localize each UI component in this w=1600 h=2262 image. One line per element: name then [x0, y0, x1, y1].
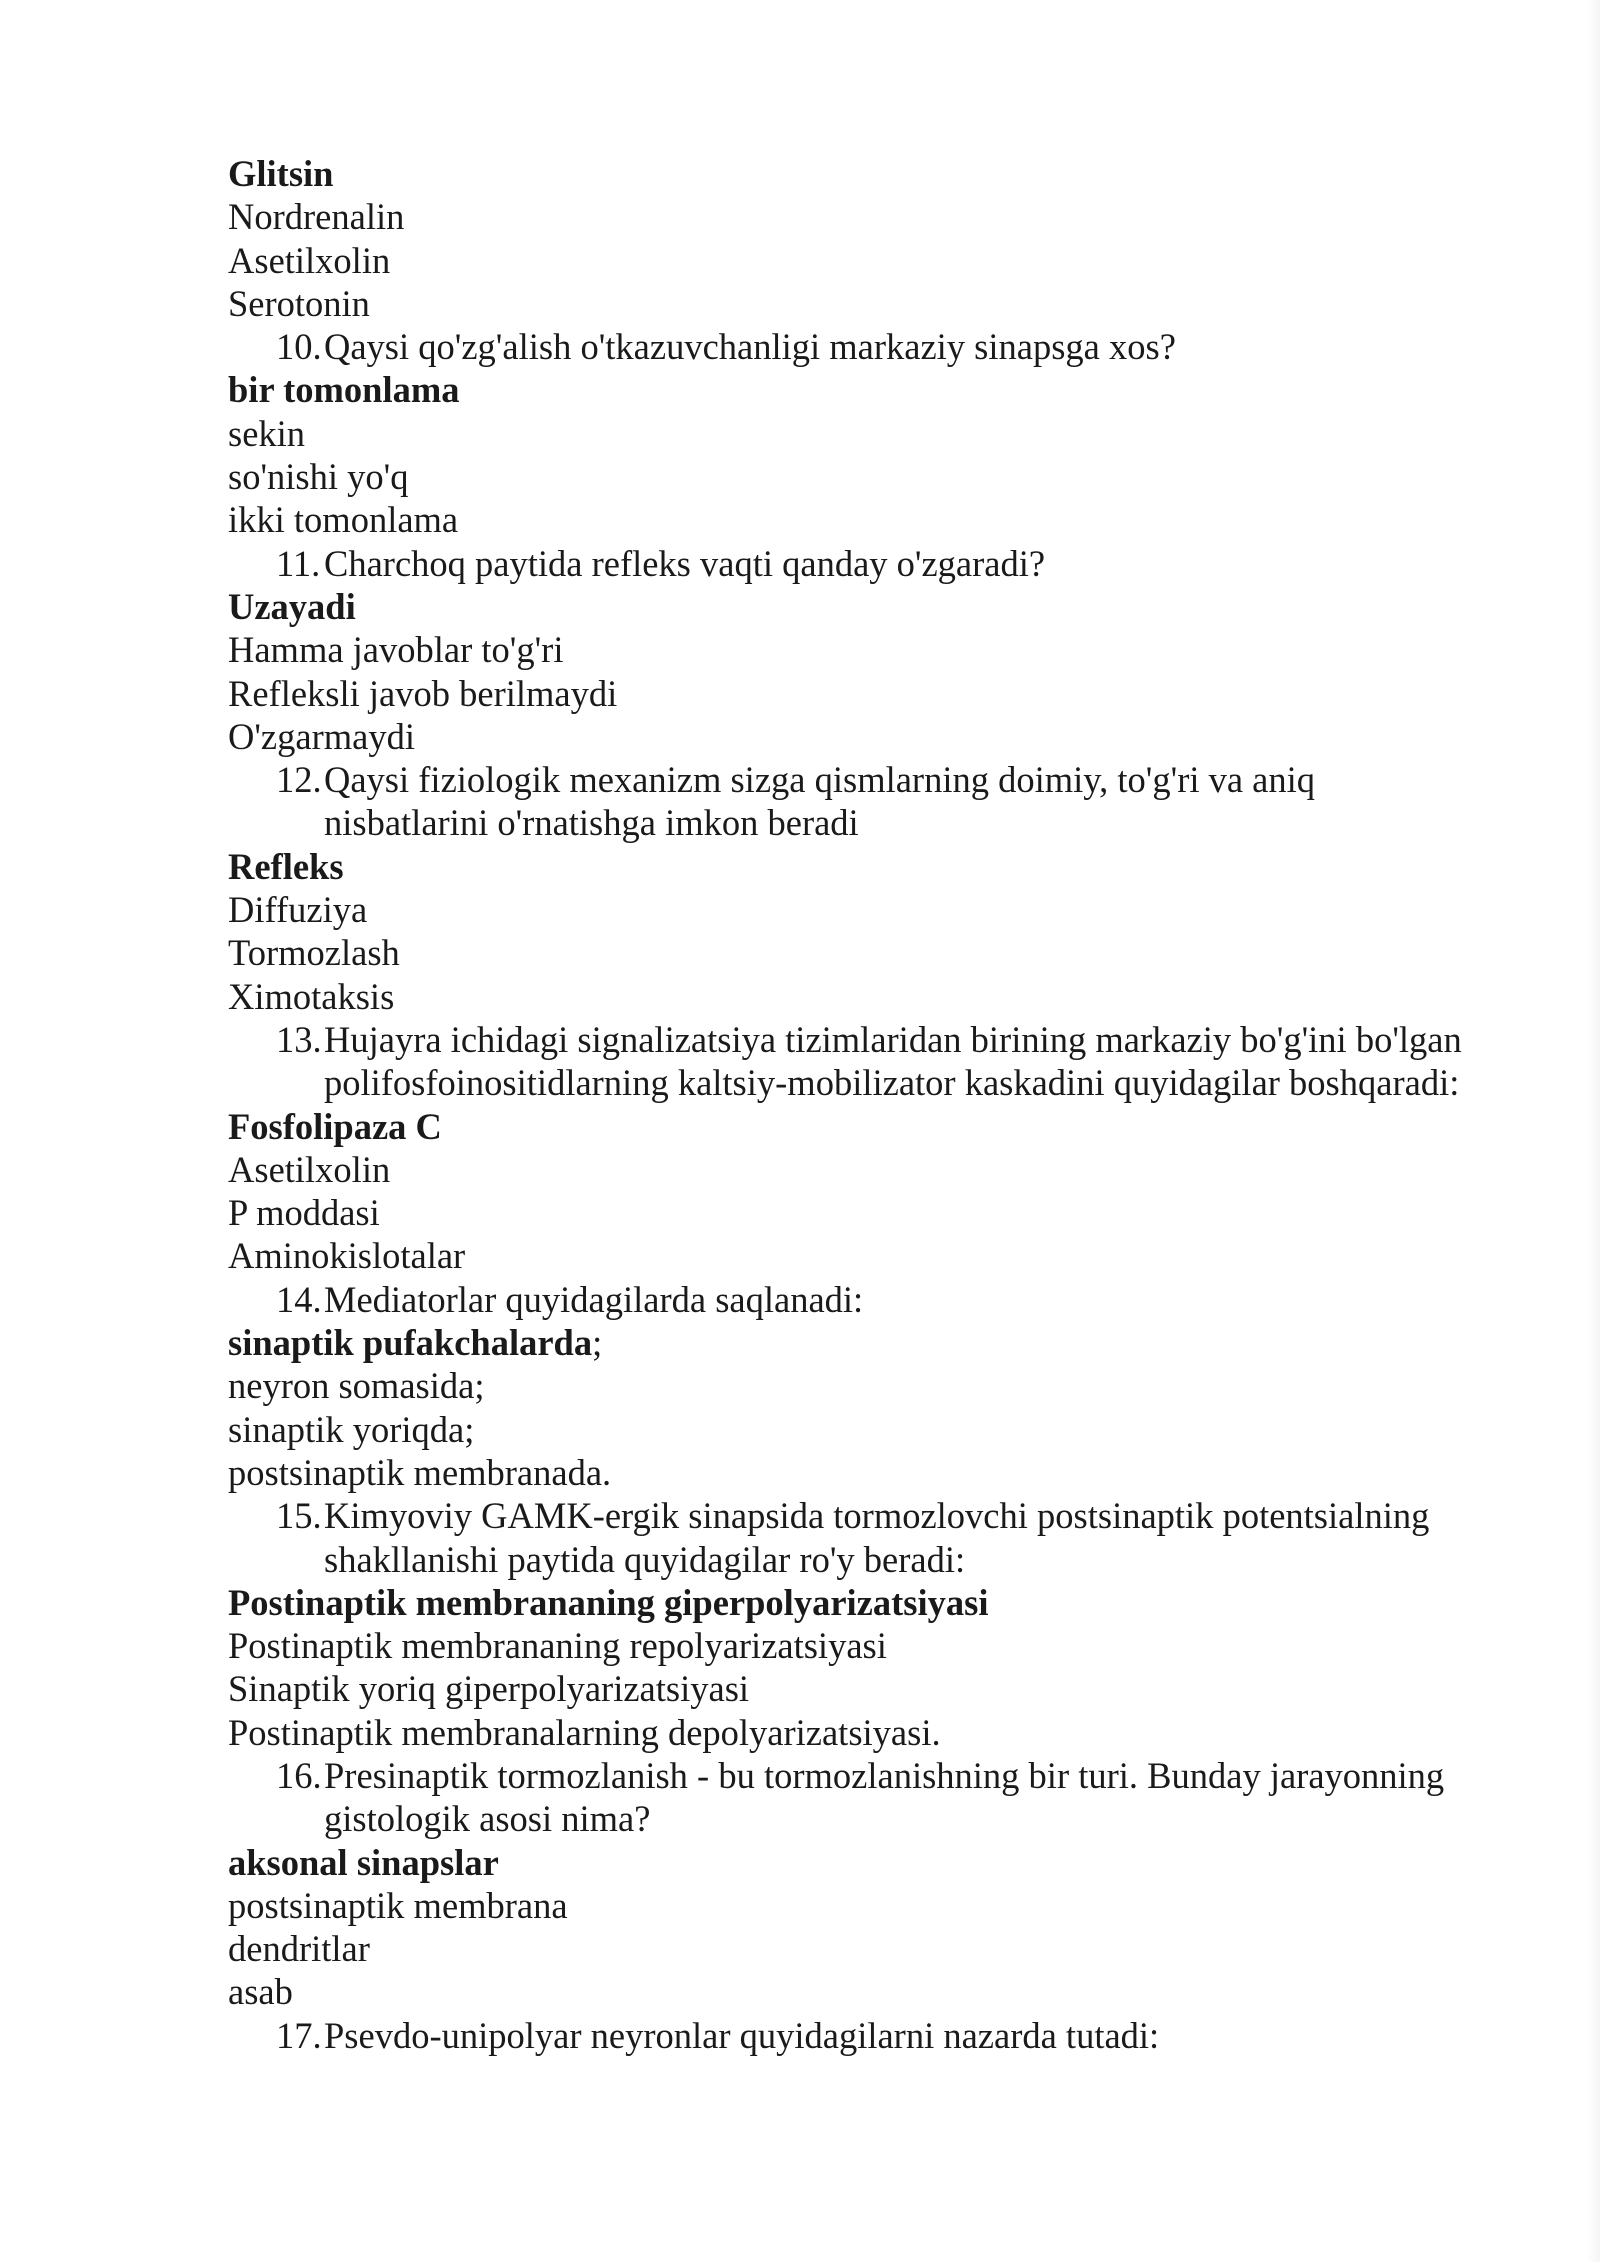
answer-option — [228, 1234, 1478, 1277]
answer-option — [228, 498, 1478, 541]
answer-option — [228, 672, 1478, 715]
answer-text: Fosfolipaza C — [228, 1105, 442, 1147]
answer-text: bir tomonlama — [228, 369, 460, 411]
question-number: 14. — [276, 1278, 322, 1320]
answer-text: Asetilxolin — [228, 1148, 391, 1190]
question-text: Presinaptik tormozlanish - bu tormozlanishning bir turi. Bunday jarayonning gistologik asosi nima? — [324, 1754, 1445, 1840]
page-edge-shadow — [1586, 0, 1600, 2262]
answer-text: sinaptik yoriqda; — [228, 1408, 475, 1450]
question-number: 11. — [276, 542, 321, 584]
answer-text: sekin — [228, 412, 306, 454]
question-number: 13. — [276, 1018, 322, 1060]
question-text: Charchoq paytida refleks vaqti qanday o'zgaradi? — [324, 542, 1046, 584]
answer-text: Diffuziya — [228, 889, 368, 931]
answer-option — [228, 931, 1478, 974]
answer-option — [228, 1711, 1478, 1754]
answer-text: Hamma javoblar to'g'ri — [228, 629, 564, 671]
answer-option — [228, 1408, 1478, 1451]
answer-text: neyron somasida; — [228, 1365, 485, 1407]
answer-text: aksonal sinapslar — [228, 1841, 499, 1883]
answer-option — [228, 412, 1478, 455]
answer-text: Aminokislotalar — [228, 1235, 466, 1277]
answer-option — [228, 239, 1478, 282]
answer-text: Tormozlash — [228, 932, 400, 974]
answer-option — [228, 1364, 1478, 1407]
answer-text: so'nishi yo'q — [228, 456, 409, 498]
question-item — [228, 325, 1478, 368]
question-item — [228, 1494, 1478, 1581]
question-text: Psevdo-unipolyar neyronlar quyidagilarni nazarda tutadi: — [324, 2014, 1160, 2056]
question-number: 17. — [276, 2014, 322, 2056]
answer-option — [228, 282, 1478, 325]
answer-text: Asetilxolin — [228, 239, 391, 281]
question-item — [228, 2014, 1478, 2057]
question-item — [228, 758, 1478, 845]
answer-option — [228, 628, 1478, 671]
question-text: Kimyoviy GAMK-ergik sinapsida tormozlovchi postsinaptik potentsialning shakllanishi paytida quyidagilar ro'y beradi: — [324, 1495, 1430, 1580]
answer-text: Refleksli javob berilmaydi — [228, 672, 618, 714]
answer-text: ikki tomonlama — [228, 499, 459, 541]
question-item — [228, 542, 1478, 585]
answer-text: Refleks — [228, 845, 344, 887]
answer-text: Glitsin — [228, 153, 334, 194]
answer-option — [228, 1191, 1478, 1234]
question-item — [228, 1278, 1478, 1321]
answer-option — [228, 975, 1478, 1018]
question-number: 12. — [276, 759, 322, 801]
question-text: Hujayra ichidagi signalizatsiya tizimlaridan birining markaziy bo'g'ini bo'lgan polifosfoinositidlarning kaltsiy-mobilizator kaskadini quyidagilar boshqaradi: — [324, 1018, 1462, 1104]
answer-text: Postinaptik membrananing giperpolyarizatsiyasi — [228, 1581, 989, 1623]
answer-option — [228, 1667, 1478, 1710]
question-text: Qaysi fiziologik mexanizm sizga qismlarning doimiy, to'g'ri va aniq nisbatlarini o'rnatishga imkon beradi — [324, 759, 1316, 844]
question-text: Qaysi qo'zg'alish o'tkazuvchanligi markaziy sinapsga xos? — [324, 326, 1176, 368]
answer-option-correct — [228, 152, 1478, 195]
answer-text: Postinaptik membrananing repolyarizatsiyasi — [228, 1625, 887, 1667]
answer-text: Sinaptik yoriq giperpolyarizatsiyasi — [228, 1668, 750, 1710]
answer-option — [228, 1970, 1478, 2013]
answer-option — [228, 715, 1478, 758]
answer-option — [228, 1927, 1478, 1970]
answer-option-correct — [228, 1321, 1478, 1364]
answer-option-correct — [228, 1105, 1478, 1148]
answer-option-correct — [228, 1581, 1478, 1624]
answer-text: postsinaptik membrana — [228, 1884, 568, 1926]
answer-option-correct — [228, 1841, 1478, 1884]
question-item — [228, 1018, 1478, 1105]
answer-text: P moddasi — [228, 1192, 380, 1234]
answer-option — [228, 1624, 1478, 1667]
question-number: 10. — [276, 326, 322, 368]
answer-option — [228, 888, 1478, 931]
answer-text: O'zgarmaydi — [228, 715, 415, 757]
answer-text: Serotonin — [228, 282, 370, 324]
question-number: 15. — [276, 1495, 322, 1537]
answer-suffix: ; — [592, 1322, 603, 1364]
question-number: 16. — [276, 1754, 322, 1796]
answer-text: asab — [228, 1971, 293, 2013]
answer-text: Postinaptik membranalarning depolyarizatsiyasi. — [228, 1711, 941, 1753]
answer-option-correct — [228, 585, 1478, 628]
answer-option — [228, 195, 1478, 238]
answer-option — [228, 1148, 1478, 1191]
answer-text: dendritlar — [228, 1928, 370, 1970]
answer-option — [228, 1884, 1478, 1927]
answer-text: postsinaptik membranada. — [228, 1451, 612, 1493]
answer-option — [228, 455, 1478, 498]
answer-text: Uzayadi — [228, 585, 356, 627]
question-item — [228, 1754, 1478, 1841]
answer-text: Nordrenalin — [228, 196, 405, 238]
answer-text: sinaptik pufakchalarda — [228, 1322, 593, 1364]
answer-option-correct — [228, 845, 1478, 888]
answer-text: Ximotaksis — [228, 975, 395, 1017]
document-page — [228, 152, 1478, 2057]
answer-option-correct — [228, 368, 1478, 411]
answer-option — [228, 1451, 1478, 1494]
question-text: Mediatorlar quyidagilarda saqlanadi: — [324, 1278, 864, 1320]
